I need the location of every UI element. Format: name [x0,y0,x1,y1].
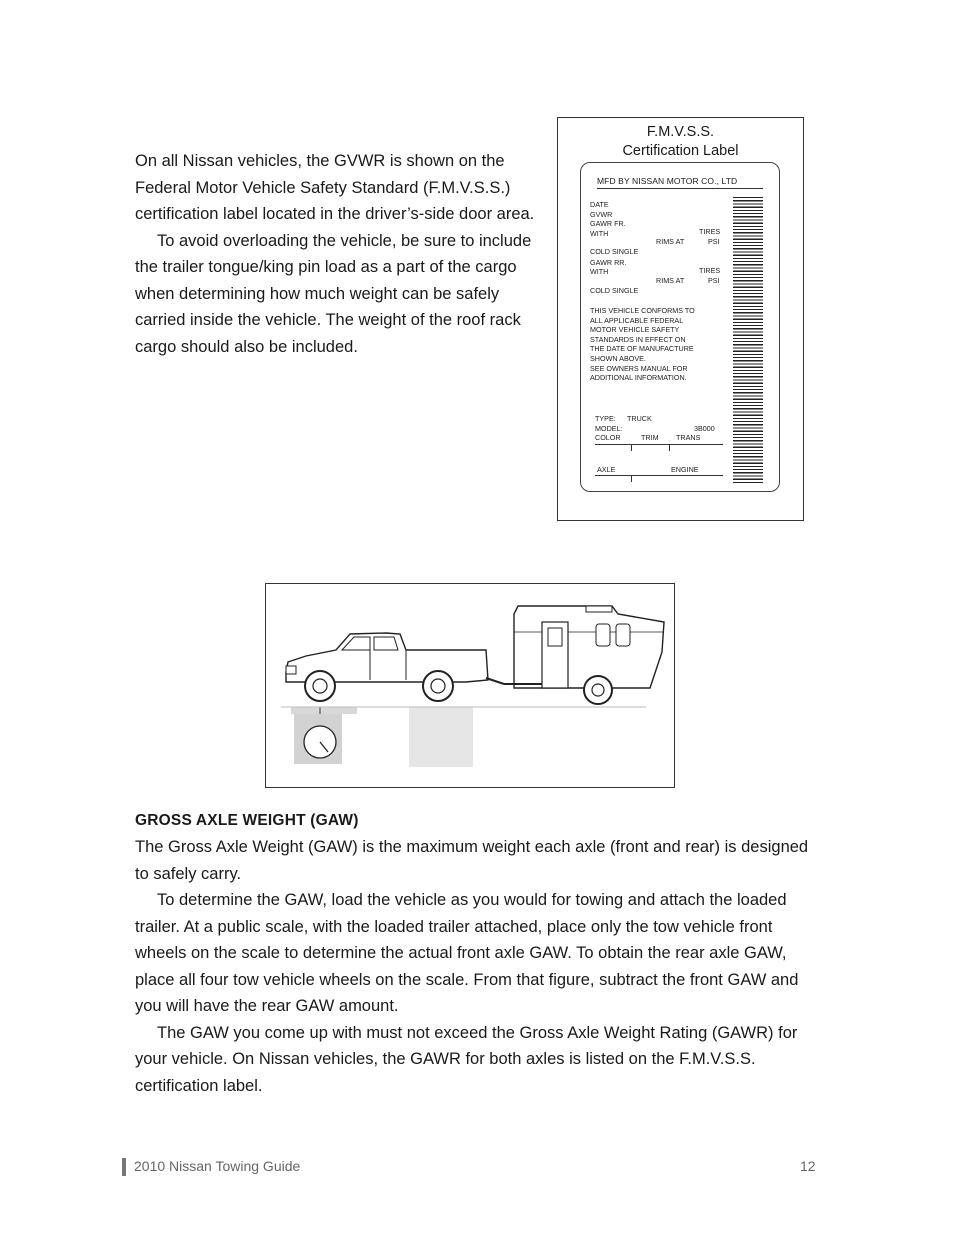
procedure-text: To determine the GAW, load the vehicle as you would for towing and attach the loaded trailer. At a public scale, with the loaded trailer attached, place only the tow vehicle front wheels on the scale to determine the actual [135,891,787,962]
trailer-roof-vent [586,606,612,612]
gaw-body-text [135,834,825,1099]
gawr-location-text: On Nissan vehicles, the GAWR for both axles is listed on the F.M.V.S.S. certification label. [135,1050,756,1095]
label-axle: AXLE [597,465,616,474]
label-axle-rule [595,475,723,476]
truck-grille [286,666,296,674]
label-with-rear: WITH [590,267,609,276]
label-psi-rear: PSI [708,276,720,285]
truck-rear-hub [431,679,445,693]
label-type: TYPE: [595,414,616,423]
label-tires-front: TIRES [699,227,721,236]
truck-window-rear [374,637,398,650]
manufacturer-rule [597,188,763,189]
label-gawr-rear: GAWR RR. [590,258,627,267]
label-tick [631,444,632,451]
label-title-line2: Certification Label [622,143,739,159]
barcode-image [733,197,763,485]
trailer-window [596,624,610,646]
rear-scale-shadow [409,707,473,767]
trailer-door-window [548,628,562,646]
label-trans: TRANS [676,433,701,442]
truck-on-scale-illustration [265,583,675,788]
label-gvwr: GVWR [590,210,613,219]
footer-guide-title: 2010 Nissan Towing Guide [134,1158,301,1174]
label-cold-single-rear: COLD SINGLE [590,286,639,295]
procedure-text: GAW. To obtain the [524,944,676,962]
hitch [486,678,504,684]
label-type-value: TRUCK [627,414,652,423]
label-tick [669,444,670,451]
page-number: 12 [800,1158,816,1174]
procedure-text: GAW and you will have the [135,970,799,1015]
intro-paragraph-gvwr: On all Nissan vehicles, the GVWR is shown on the Federal Motor Vehicle Safety Standard (F.M.V.S.S.) certification label located in the driver’s-side door area. [135,152,535,223]
gaw-paragraph-gawr [135,1020,825,1100]
procedure-text: GAW amount. [290,997,399,1015]
gawr-warning: The GAW you come up with must not exceed the Gross Axle Weight Rating (GAWR) for your vehicle. [135,1023,798,1068]
gaw-paragraph-definition: The Gross Axle Weight (GAW) is the maximum weight each axle (front and rear) is designed to safely carry. [135,838,809,883]
label-conformity-statement: THIS VEHICLE CONFORMS TO ALL APPLICABLE FEDERAL MOTOR VEHICLE SAFETY STANDARDS IN EFFECT ON THE DATE OF MANUFACTURE SHOWN ABOVE. SEE OWNERS MANUAL FOR ADDITIONAL INFORMATION. [590,306,695,383]
trailer-body [514,606,664,688]
truck-trailer-drawing [266,584,674,787]
label-date: DATE [590,200,609,209]
label-tick [631,475,632,482]
gaw-paragraph-procedure [135,887,825,1020]
trailer-window [616,624,630,646]
intro-text [135,148,545,360]
label-with-front: WITH [590,229,609,238]
section-heading-gaw: GROSS AXLE WEIGHT (GAW) [135,812,359,829]
label-title-line1: F.M.V.S.S. [646,124,715,140]
front-scale-platform [291,707,357,714]
label-model: MODEL: [595,424,623,433]
term-rear-axle: rear axle [675,944,740,962]
label-engine: ENGINE [671,465,699,474]
fmvss-label-figure [557,117,804,521]
label-rims-front: RIMS AT [656,237,685,246]
label-cold-single-front: COLD SINGLE [590,247,639,256]
trailer-hub [592,684,604,696]
intro-paragraph-overloading: To avoid overloading the vehicle, be sure to include the trailer tongue/king pin load as a part of the cargo when determining how much weight can be safely carried inside the vehicle. The weight of the roof rack cargo should also be included. [135,231,532,356]
procedure-text: GAW, place all four tow vehicle wheels on the scale. From that figure, subtract the [135,944,787,989]
label-model-code: 3B000 [694,424,715,433]
label-psi-front: PSI [708,237,720,246]
term-front-axle: front axle [456,944,525,962]
term-front: front [689,970,723,989]
label-figure-title [558,123,803,161]
label-color: COLOR [595,433,621,442]
label-tires-rear: TIRES [699,266,721,275]
label-trim: TRIM [641,433,659,442]
certification-label-card [580,162,780,492]
label-gawr-front: GAWR FR. [590,219,626,228]
manufacturer-line: MFD BY NISSAN MOTOR CO., LTD [597,176,738,186]
footer-bar [122,1158,126,1176]
term-rear: rear [261,997,291,1015]
truck-front-hub [313,679,327,693]
label-rims-rear: RIMS AT [656,276,685,285]
label-color-rule [595,444,723,445]
